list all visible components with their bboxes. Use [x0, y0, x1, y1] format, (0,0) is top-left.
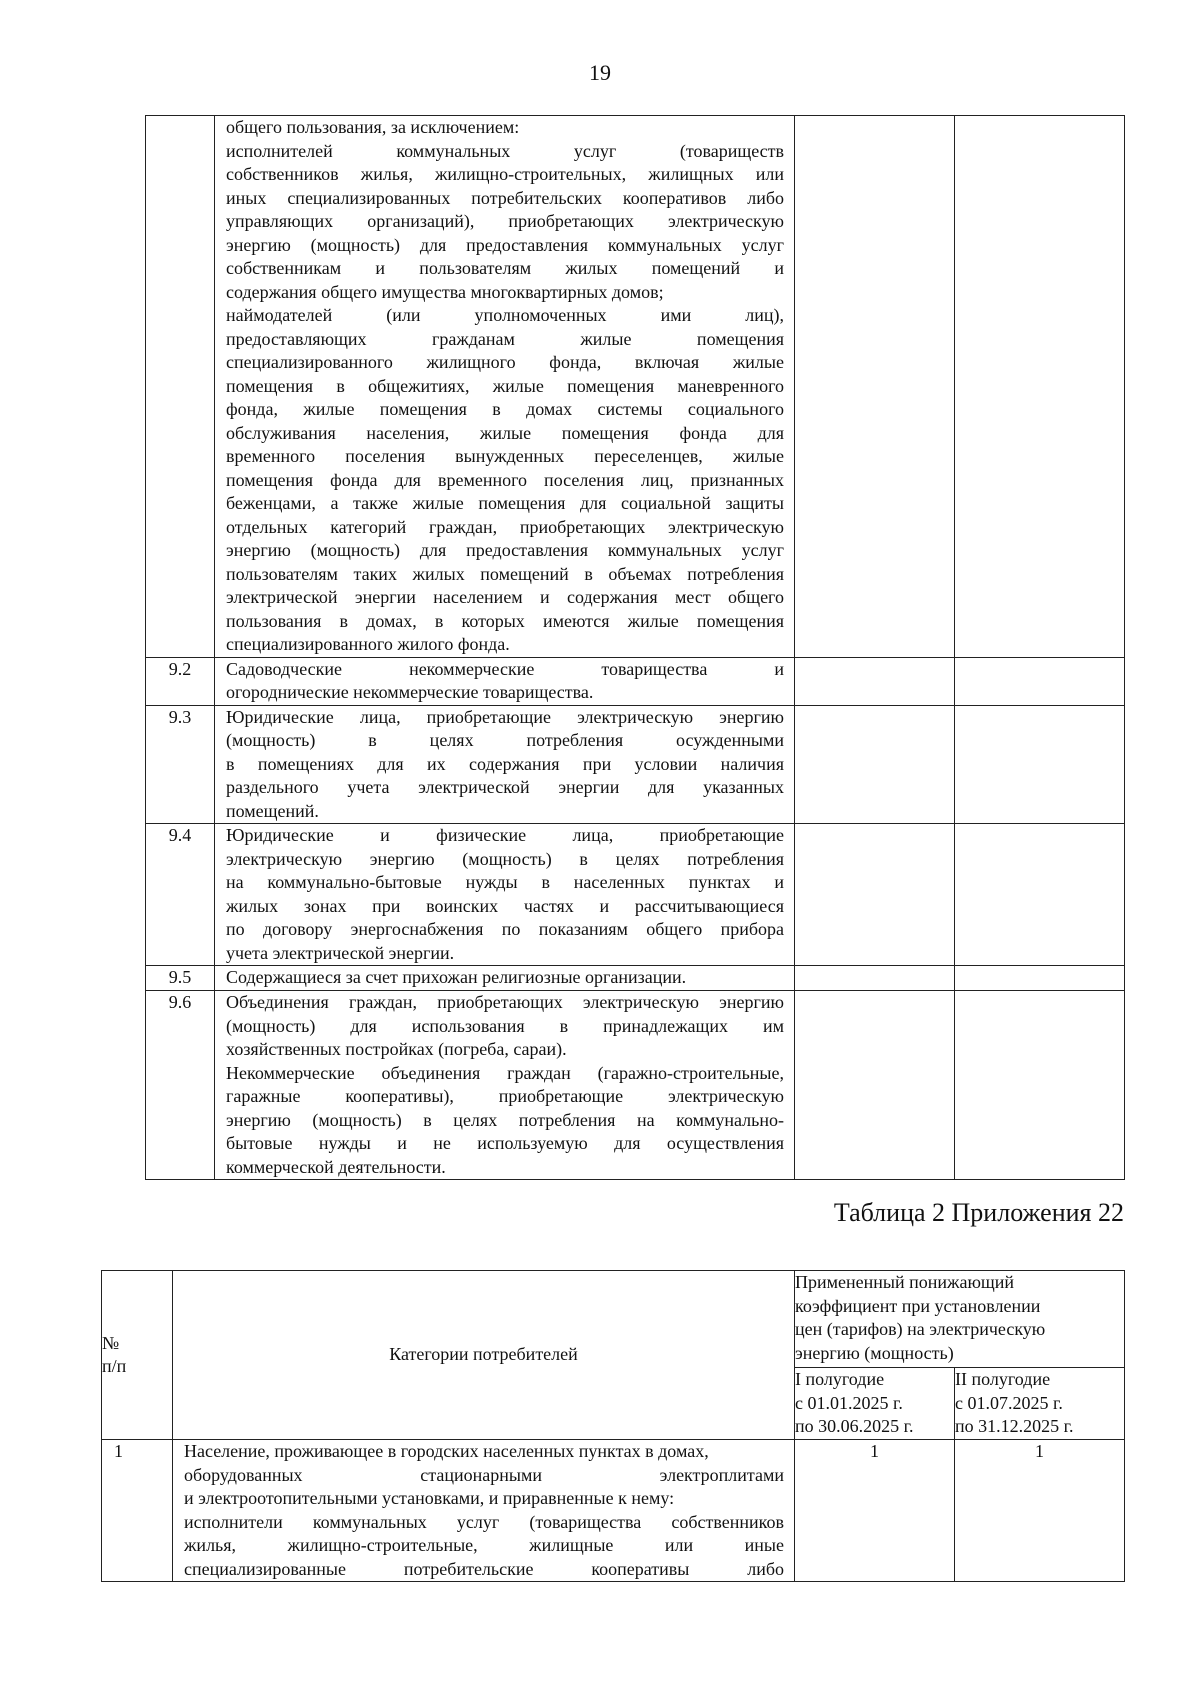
table-header-row: [102, 1271, 1125, 1368]
value-cell-1: [795, 966, 955, 991]
table-row: [146, 657, 1125, 705]
header-line: по 31.12.2025 г.: [955, 1416, 1074, 1436]
text-line: Содержащиеся за счет прихожан религиозные организации.: [226, 967, 687, 987]
header-half-year-2: [955, 1368, 1125, 1440]
header-number: [102, 1271, 173, 1440]
text-line: управляющих организаций), приобретающих электрическую: [226, 211, 784, 231]
coefficient-half-1: 1: [795, 1440, 955, 1582]
text-line: отдельных категорий граждан, приобретающих электрическую: [226, 516, 784, 537]
text-line: Садоводческие некоммерческие товарищества и: [226, 658, 784, 679]
text-line: пользователям таких жилых помещений в объемах потребления: [226, 563, 784, 584]
text-line: энергию (мощность) в целях потребления на коммунально-: [226, 1109, 784, 1130]
header-line: с 01.01.2025 г.: [795, 1392, 903, 1413]
table-row: [146, 116, 1125, 658]
text-line: помещений.: [226, 800, 319, 821]
table-caption: Таблица 2 Приложения 22: [833, 1198, 1124, 1227]
value-cell-2: [955, 991, 1125, 1180]
text-line: временного поселения вынужденных переселенцев, жилые: [226, 446, 784, 466]
text-line: специализированные потребительские кооперативы либо: [184, 1558, 784, 1579]
header-line: цен (тарифов) на электрическую: [795, 1319, 1046, 1339]
header-line: по 30.06.2025 г.: [795, 1416, 914, 1436]
value-cell-1: [795, 991, 955, 1180]
text-line: Некоммерческие объединения граждан (гаражно-строительные,: [226, 1062, 784, 1083]
text-line: беженцами, а также жилые помещения для социальной защиты: [226, 493, 784, 513]
text-line: (мощность) в целях потребления осужденными: [226, 730, 784, 750]
text-line: жилых зонах при воинских частях и рассчитывающиеся: [226, 895, 784, 916]
text-line: раздельного учета электрической энергии для указанных: [226, 777, 784, 797]
header-line: №: [102, 1332, 120, 1353]
header-coefficient-group: [795, 1271, 1125, 1368]
text-line: энергию (мощность) для предоставления коммунальных услуг: [226, 540, 784, 560]
text-line: в помещениях для их содержания при условии наличия: [226, 753, 784, 774]
row-number-cell: [146, 116, 215, 658]
category-text-cell: [215, 657, 795, 705]
text-line: коммерческой деятельности.: [226, 1156, 446, 1177]
table-row: [146, 705, 1125, 824]
text-line: на коммунально-бытовые нужды в населенных пунктах и: [226, 872, 784, 892]
page-number: 19: [589, 60, 611, 85]
row-number-cell: 1: [102, 1440, 173, 1582]
text-line: электрической энергии населением и содержания мест общего: [226, 587, 784, 607]
table-row: [146, 991, 1125, 1180]
coefficient-table: [101, 1270, 1125, 1582]
text-line: и электроотопительными установками, и приравненные к нему:: [184, 1488, 675, 1508]
text-line: пользования в домах, в которых имеются жилые помещения: [226, 610, 784, 631]
text-line: общего пользования, за исключением:: [226, 117, 520, 137]
text-line: (мощность) для использования в принадлежащих им: [226, 1015, 784, 1036]
value-cell-2: [955, 657, 1125, 705]
category-text-cell: [215, 705, 795, 824]
text-line: жилья, жилищно-строительные, жилищные или иные: [184, 1535, 784, 1555]
text-line: фонда, жилые помещения в домах системы социального: [226, 399, 784, 419]
text-line: энергию (мощность) для предоставления коммунальных услуг: [226, 234, 784, 255]
category-text-cell: [215, 116, 795, 658]
row-number-cell: 9.4: [146, 824, 215, 966]
row-number-cell: 9.6: [146, 991, 215, 1180]
value-cell-1: [795, 116, 955, 658]
text-line: наймодателей (или уполномоченных ими лиц),: [226, 305, 784, 325]
value-cell-1: [795, 824, 955, 966]
text-line: бытовые нужды и не используемую для осуществления: [226, 1133, 784, 1153]
header-line: коэффициент при установлении: [795, 1295, 1041, 1316]
value-cell-1: [795, 705, 955, 824]
table-row: [102, 1440, 1125, 1582]
value-cell-1: [795, 657, 955, 705]
text-line: предоставляющих гражданам жилые помещения: [226, 328, 784, 349]
header-line: с 01.07.2025 г.: [955, 1392, 1063, 1413]
text-line: хозяйственных постройках (погреба, сараи).: [226, 1039, 567, 1059]
row-number-cell: 9.2: [146, 657, 215, 705]
text-line: Население, проживающее в городских населенных пунктах в домах,: [184, 1441, 709, 1461]
value-cell-2: [955, 116, 1125, 658]
text-line: исполнителей коммунальных услуг (товариществ: [226, 140, 784, 161]
text-line: обслуживания населения, жилые помещения фонда для: [226, 422, 784, 443]
text-line: Юридические лица, приобретающие электрическую энергию: [226, 706, 784, 727]
header-line: п/п: [102, 1356, 127, 1376]
text-line: электрическую энергию (мощность) в целях потребления: [226, 848, 784, 869]
text-line: специализированного жилищного фонда, включая жилые: [226, 352, 784, 372]
text-line: исполнители коммунальных услуг (товарищества собственников: [184, 1511, 784, 1532]
text-line: Юридические и физические лица, приобретающие: [226, 825, 784, 845]
text-line: иных специализированных потребительских кооперативов либо: [226, 187, 784, 208]
category-text-cell: [215, 966, 795, 991]
value-cell-2: [955, 824, 1125, 966]
header-half-year-1: [795, 1368, 955, 1440]
header-line: II полугодие: [955, 1369, 1051, 1389]
row-number-cell: 9.3: [146, 705, 215, 824]
row-number-cell: 9.5: [146, 966, 215, 991]
header-line: Примененный понижающий: [795, 1272, 1015, 1292]
text-line: собственников жилья, жилищно-строительных, жилищных или: [226, 164, 784, 184]
tariff-table-continuation: [145, 115, 1125, 1180]
text-line: по договору энергоснабжения по показаниям общего прибора: [226, 919, 784, 939]
text-line: огороднические некоммерческие товарищества.: [226, 682, 594, 702]
header-line: энергию (мощность): [795, 1342, 954, 1363]
text-line: собственникам и пользователям жилых помещений и: [226, 258, 784, 278]
text-line: Объединения граждан, приобретающих электрическую энергию: [226, 992, 784, 1012]
text-line: оборудованных стационарными электроплитами: [184, 1464, 784, 1485]
text-line: содержания общего имущества многоквартирных домов;: [226, 281, 664, 302]
text-line: гаражные кооперативы), приобретающие электрическую: [226, 1086, 784, 1106]
value-cell-2: [955, 966, 1125, 991]
text-line: помещения в общежитиях, жилые помещения маневренного: [226, 375, 784, 396]
category-text-cell: [215, 824, 795, 966]
table-row: [146, 824, 1125, 966]
text-line: учета электрической энергии.: [226, 942, 455, 963]
coefficient-half-2: 1: [955, 1440, 1125, 1582]
category-text-cell: [215, 991, 795, 1180]
value-cell-2: [955, 705, 1125, 824]
header-line: I полугодие: [795, 1369, 885, 1389]
text-line: специализированного жилого фонда.: [226, 634, 510, 654]
table-row: [146, 966, 1125, 991]
header-category: Категории потребителей: [173, 1271, 795, 1440]
text-line: помещения фонда для временного поселения лиц, признанных: [226, 469, 784, 490]
category-text-cell: [173, 1440, 795, 1582]
